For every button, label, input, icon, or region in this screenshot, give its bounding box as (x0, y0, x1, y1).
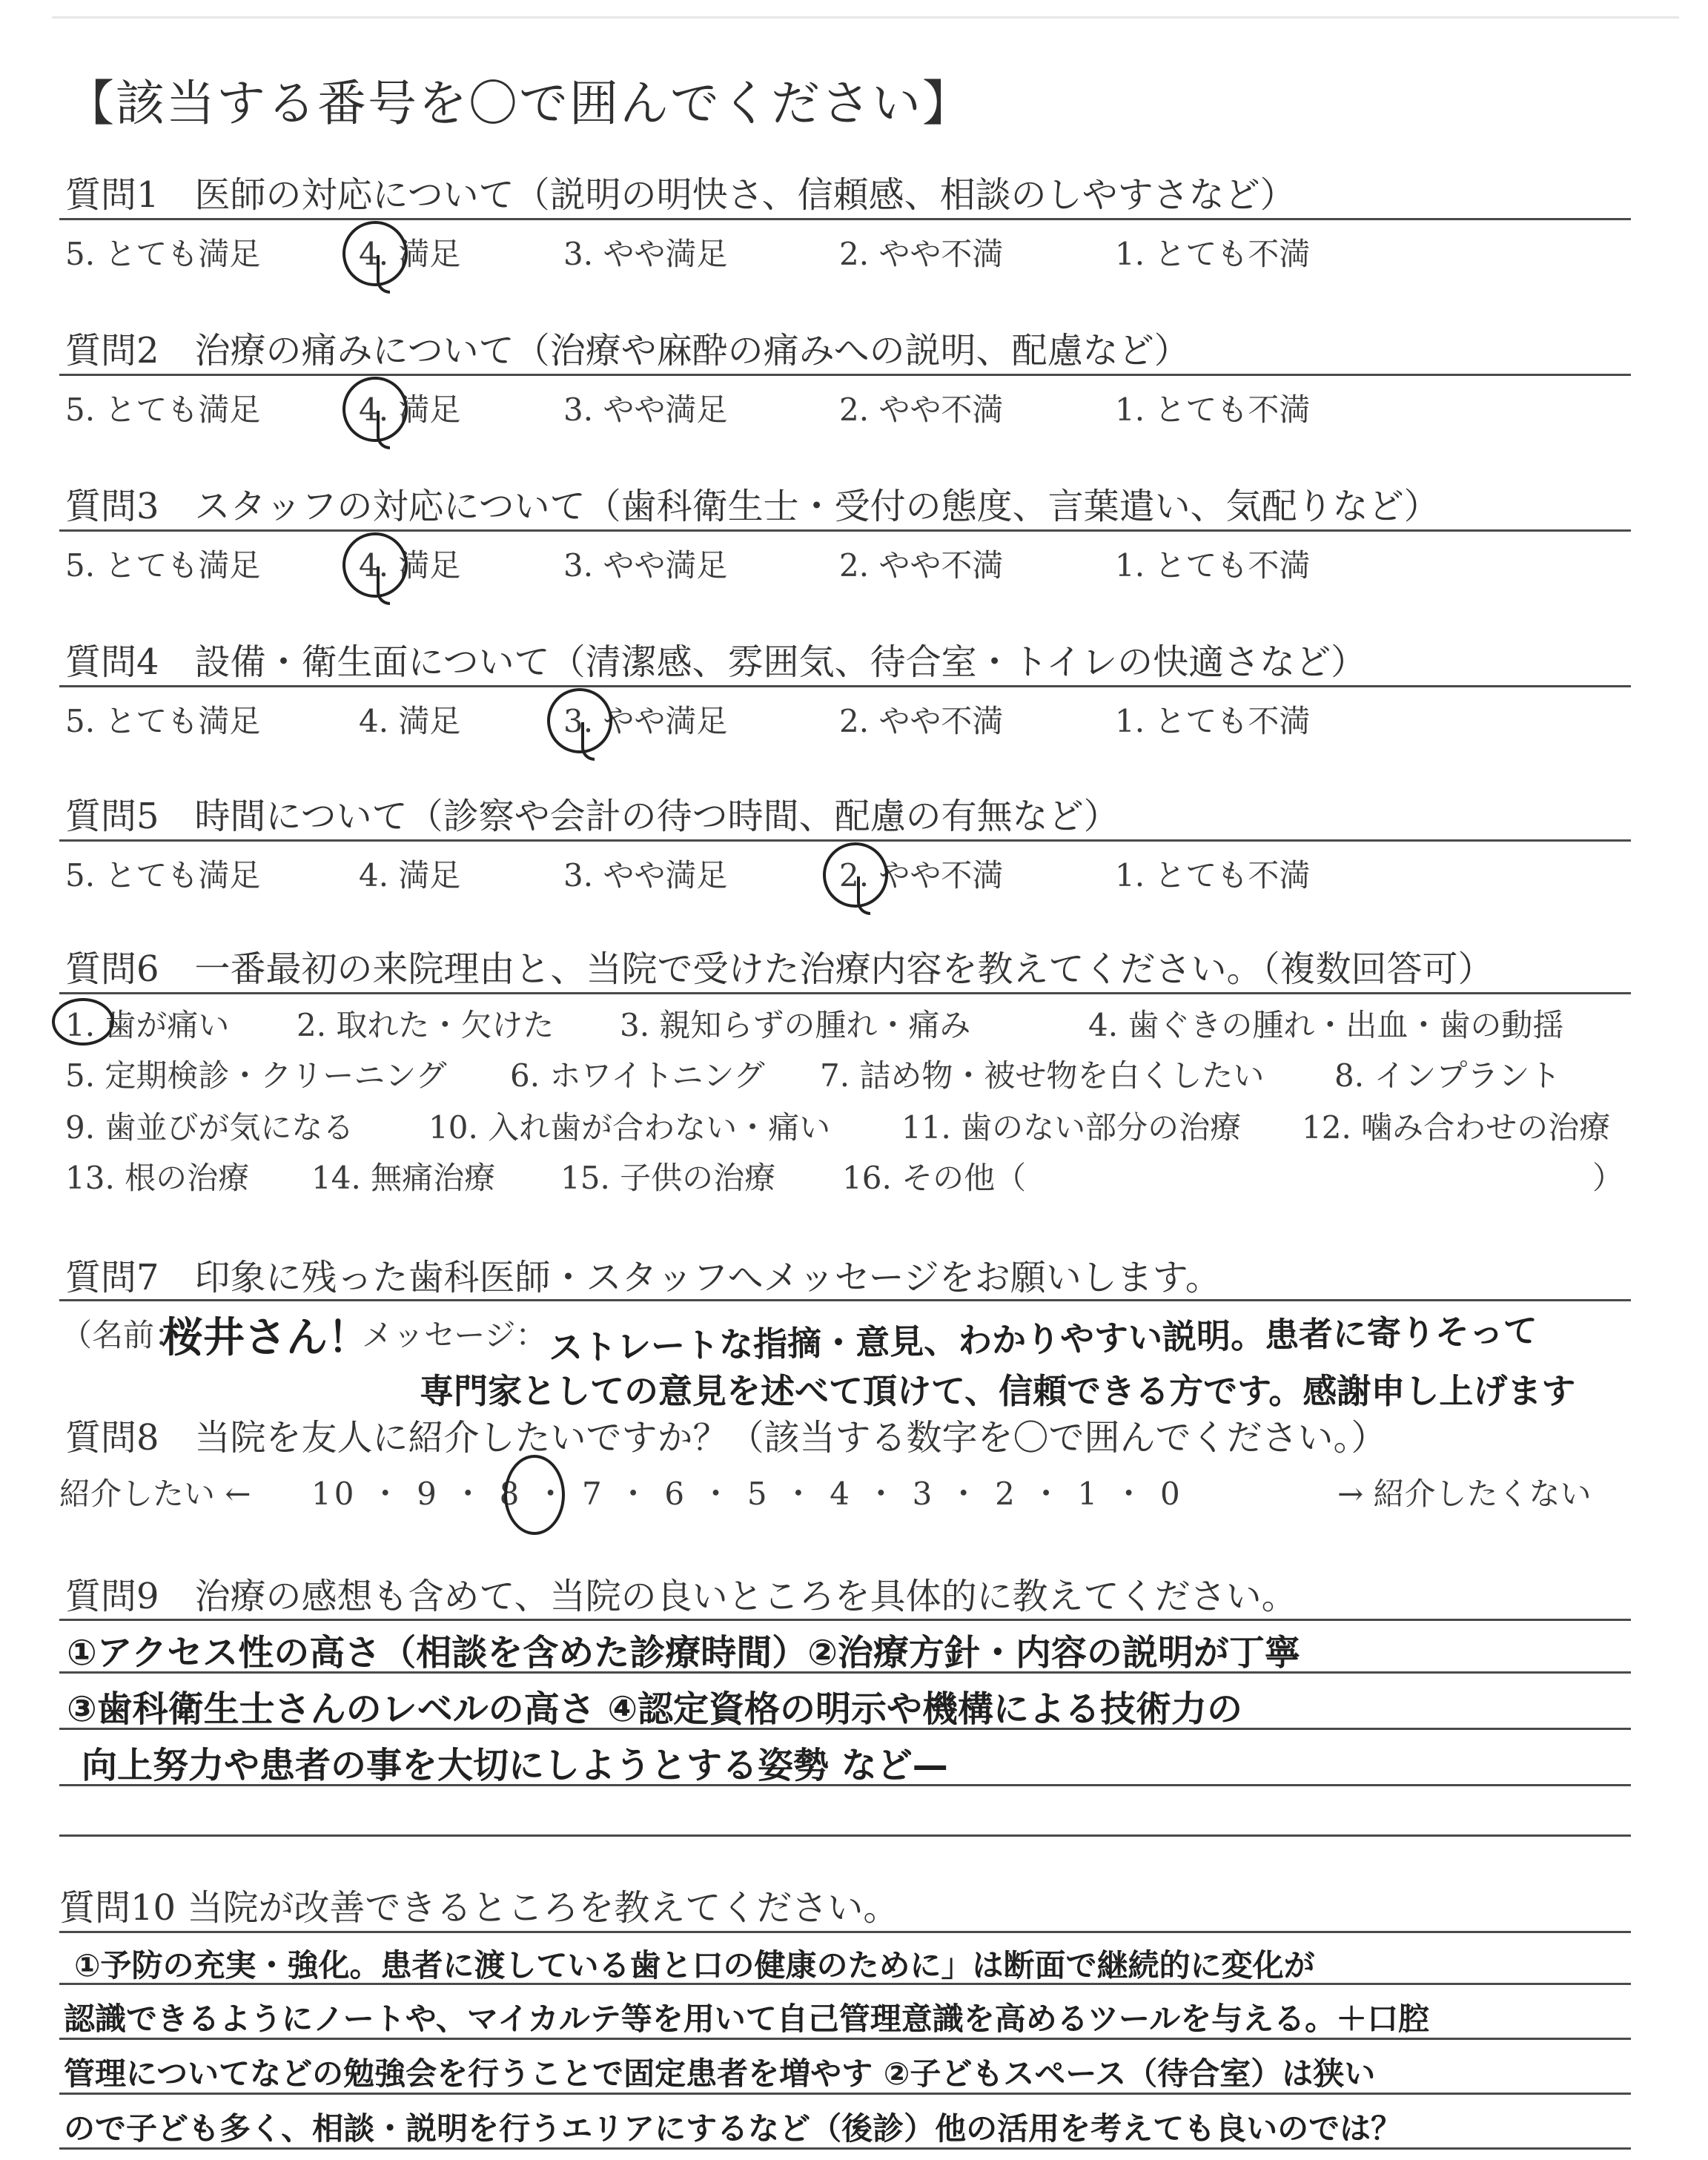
q6-option: 2. 取れた・欠けた (297, 1007, 555, 1043)
q6-option: 13. 根の治療 (65, 1160, 250, 1196)
q4-rule (59, 685, 1631, 687)
q2-option-2: 2. やや不満 (839, 392, 1004, 428)
q6-option: 3. 親知らずの腫れ・痛み (620, 1007, 971, 1043)
q6-selection-circle (52, 998, 114, 1046)
q1-circle-stroke (377, 255, 390, 294)
q6-option: ） (1592, 1160, 1624, 1196)
q4-selection-circle (547, 688, 612, 753)
q10-answer-line1: ①予防の充実・強化。患者に渡している歯と口の健康のために」は断面で継続的に変化が (74, 1947, 1315, 1984)
q1-selection-circle (342, 221, 408, 286)
q7-rule (59, 1299, 1631, 1301)
q5-option-3: 3. やや満足 (563, 857, 728, 894)
q5-option-4: 4. 満足 (359, 857, 461, 894)
q2-option-1: 1. とても不満 (1115, 392, 1311, 428)
q6-rule (59, 992, 1631, 994)
top-border (52, 16, 1679, 19)
q4-circle-stroke (581, 722, 595, 761)
q5-title: 質問5 時間について（診察や会計の待つ時間、配慮の有無など） (65, 796, 1119, 837)
q8-left-label: 紹介したい ← (59, 1476, 251, 1512)
q6-option: 6. ホワイトニング (510, 1057, 765, 1094)
q10-answer-line2: 認識できるようにノートや、マイカルテ等を用いて自己管理意識を高めるツールを与える。＋口腔 (64, 2001, 1430, 2037)
q5-option-1: 1. とても不満 (1115, 857, 1311, 894)
q6-option: 8. インプラント (1334, 1057, 1561, 1094)
q5-circle-stroke (857, 876, 870, 915)
q4-title: 質問4 設備・衛生面について（清潔感、雰囲気、待合室・トイレの快適さなど） (65, 641, 1367, 683)
q4-option-2: 2. やや不満 (839, 703, 1004, 739)
q6-option: 7. 詰め物・被せ物を白くしたい (820, 1057, 1265, 1094)
q5-selection-circle (823, 842, 888, 908)
q3-selection-circle (342, 532, 408, 598)
q6-option: 5. 定期検診・クリーニング (65, 1057, 447, 1094)
q2-option-5: 5. とても満足 (65, 392, 261, 428)
q5-option-5: 5. とても満足 (65, 857, 261, 894)
q7-title: 質問7 印象に残った歯科医師・スタッフへメッセージをお願いします。 (65, 1257, 1221, 1298)
q3-option-5: 5. とても満足 (65, 547, 261, 584)
q9-rule-1 (59, 1619, 1631, 1621)
q2-title: 質問2 治療の痛みについて（治療や麻酔の痛みへの説明、配慮など） (65, 330, 1190, 371)
q3-option-1: 1. とても不満 (1115, 547, 1311, 584)
q10-answer-line3: 管理についてなどの勉強会を行うことで固定患者を増やす ②子どもスペース（待合室）は狭い (64, 2055, 1376, 2092)
q6-option: 11. 歯のない部分の治療 (901, 1109, 1242, 1146)
page-heading: 【該当する番号を〇で囲んでください】 (65, 75, 973, 132)
q6-option: 4. 歯ぐきの腫れ・出血・歯の動揺 (1088, 1007, 1564, 1043)
q9-answer-line3: 向上努力や患者の事を大切にしようとする姿勢 など— (82, 1745, 948, 1786)
q6-option: 16. その他（ (842, 1160, 1027, 1196)
q1-option-3: 3. やや満足 (563, 236, 728, 272)
q7-message-label: メッセージ： (362, 1317, 547, 1353)
q7-message-line2: 専門家としての意見を述べて頂けて、信頼できる方です。感謝申し上げます (420, 1371, 1576, 1411)
q1-option-1: 1. とても不満 (1115, 236, 1311, 272)
q1-title: 質問1 医師の対応について（説明の明快さ、信頼感、相談のしやすさなど） (65, 174, 1296, 216)
q8-title: 質問8 当院を友人に紹介したいですか？（該当する数字を〇で囲んでください。） (65, 1417, 1387, 1459)
q5-option-2: 2. やや不満 (839, 857, 1004, 894)
q6-option: 1. 歯が痛い (65, 1007, 230, 1043)
q7-name-label: （名前： (61, 1317, 186, 1353)
q6-option: 14. 無痛治療 (311, 1160, 496, 1196)
q8-selection-circle (504, 1455, 565, 1535)
q1-rule (59, 218, 1631, 220)
q2-rule (59, 374, 1631, 376)
q2-option-3: 3. やや満足 (563, 392, 728, 428)
q3-option-3: 3. やや満足 (563, 547, 728, 584)
q4-option-5: 5. とても満足 (65, 703, 261, 739)
q6-option: 15. 子供の治療 (560, 1160, 776, 1196)
q10-rule-1 (59, 1931, 1631, 1933)
q1-option-5: 5. とても満足 (65, 236, 261, 272)
q4-option-1: 1. とても不満 (1115, 703, 1311, 739)
q6-option: 10. 入れ歯が合わない・痛い (428, 1109, 831, 1146)
q6-option: 9. 歯並びが気になる (65, 1109, 354, 1146)
q3-circle-stroke (377, 567, 390, 605)
q8-scale: 10 ・ 9 ・ 8 ・ 7 ・ 6 ・ 5 ・ 4 ・ 3 ・ 2 ・ 1 ・ 0 (311, 1476, 1183, 1512)
q4-option-3: 3. やや満足 (563, 703, 728, 739)
q5-rule (59, 839, 1631, 842)
q8-right-label: → 紹介したくない (1337, 1476, 1592, 1512)
q9-answer-line2: ③歯科衛生士さんのレベルの高さ ④認定資格の明示や機構による技術力の (67, 1688, 1242, 1730)
q10-answer-line4: ので子ども多く、相談・説明を行うエリアにするなど（後診）他の活用を考えても良いのでは？ (64, 2110, 1403, 2147)
q3-title: 質問3 スタッフの対応について（歯科衛生士・受付の態度、言葉遣い、気配りなど） (65, 486, 1440, 527)
q9-title: 質問9 治療の感想も含めて、当院の良いところを具体的に教えてください。 (65, 1576, 1297, 1617)
q6-title: 質問6 一番最初の来院理由と、当院で受けた治療内容を教えてください。（複数回答可） (65, 948, 1494, 990)
q3-option-2: 2. やや不満 (839, 547, 1004, 584)
q9-rule-5 (59, 1834, 1631, 1837)
q6-option: 12. 噛み合わせの治療 (1302, 1109, 1611, 1146)
q10-title: 質問10 当院が改善できるところを教えてください。 (59, 1887, 899, 1929)
q2-option-4: 4. 満足 (359, 392, 461, 428)
q2-circle-stroke (377, 411, 390, 449)
q3-rule (59, 529, 1631, 532)
q2-selection-circle (342, 377, 408, 442)
q7-message-line1: ストレートな指摘・意見、わかりやすい説明。患者に寄りそって (548, 1310, 1538, 1368)
q1-option-2: 2. やや不満 (839, 236, 1004, 272)
q1-option-4: 4. 満足 (359, 236, 461, 272)
q9-answer-line1: ①アクセス性の高さ（相談を含めた診療時間）②治療方針・内容の説明が丁寧 (67, 1632, 1300, 1674)
q4-option-4: 4. 満足 (359, 703, 461, 739)
q3-option-4: 4. 満足 (359, 547, 461, 584)
q7-name-value: 桜井さん！ (162, 1314, 369, 1362)
